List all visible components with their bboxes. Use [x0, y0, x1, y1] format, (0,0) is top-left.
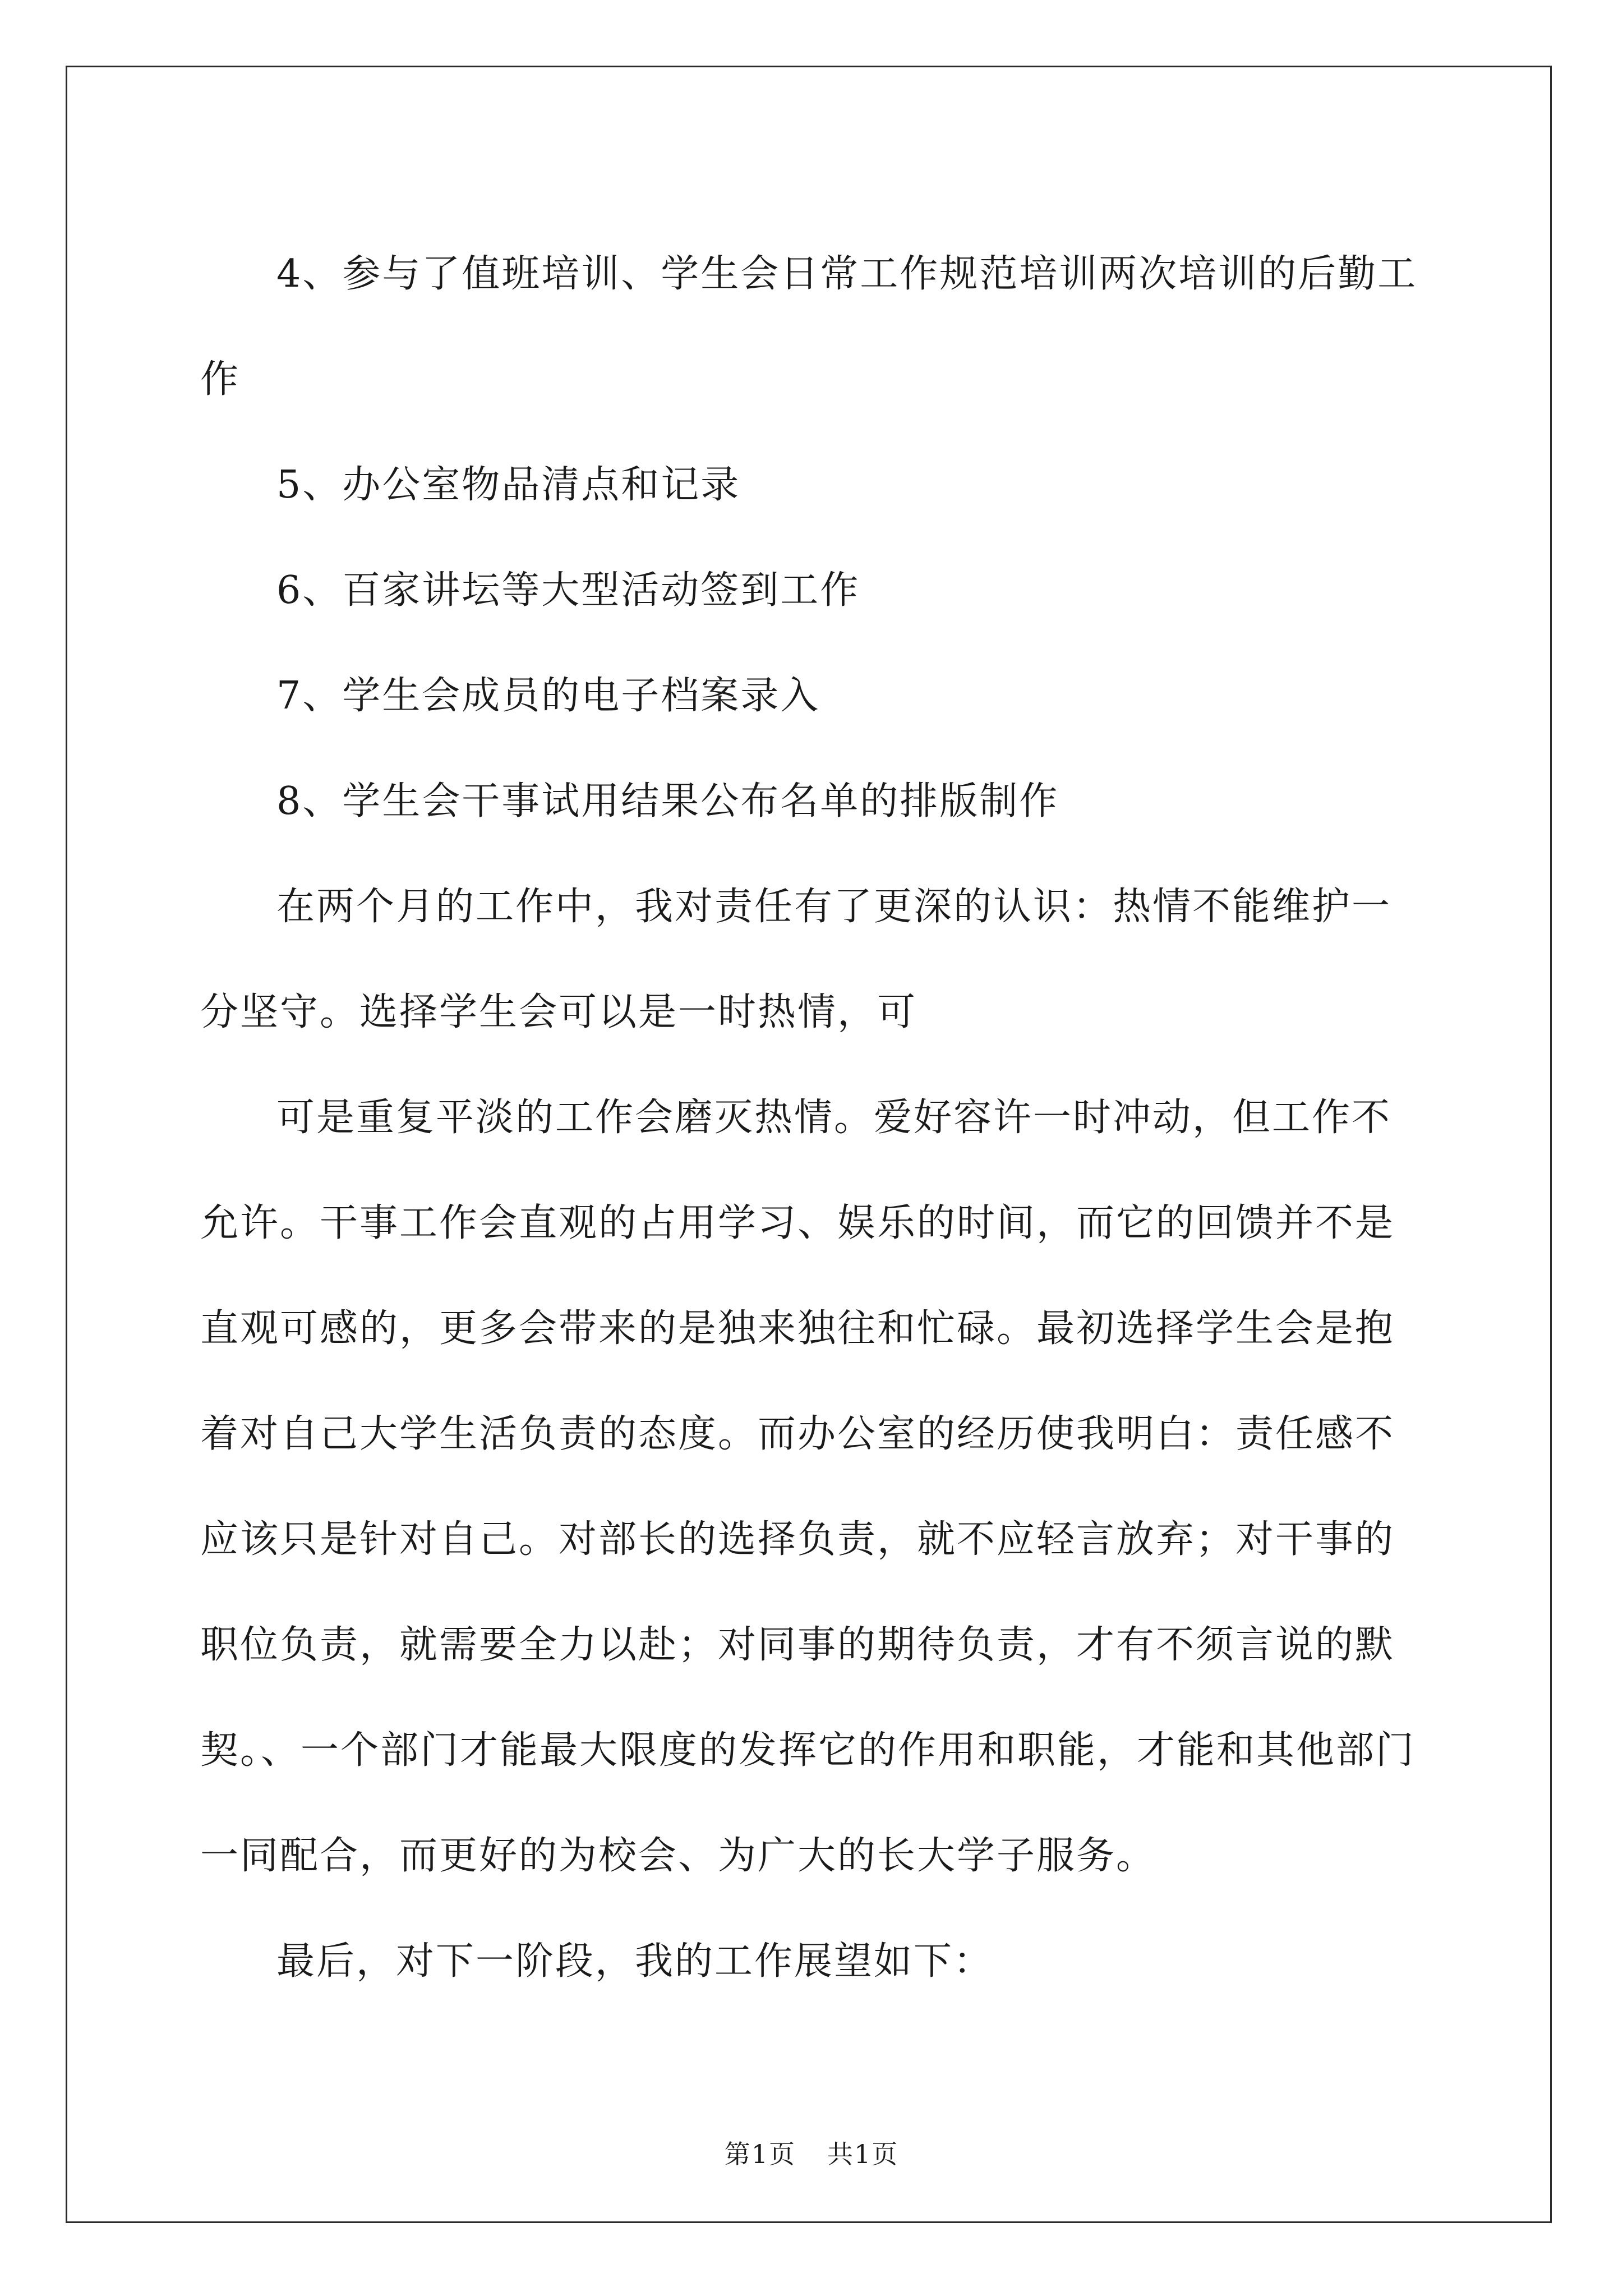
- page-footer: [0, 2137, 1623, 2171]
- paragraph-reflection: 可是重复平淡的工作会磨灭热情。爱好容许一时冲动，但工作不允许。干事工作会直观的占用学习、娱乐的时间，而它的回馈并不是直观可感的，更多会带来的是独来独往和忙碌。最初选择学生会是抱着对自己大学生活负责的态度。而办公室的经历使我明白：责任感不应该只是针对自己。对部长的选择负责，就不应轻言放弃；对干事的职位负责，就需要全力以赴；对同事的期待负责，才有不须言说的默契。、一个部门才能最大限度的发挥它的作用和职能，才能和其他部门一同配合，而更好的为校会、为广大的长大学子服务。: [200, 1096, 1416, 1878]
- paragraph-item-4: 4、参与了值班培训、学生会日常工作规范培训两次培训的后勤工作: [200, 252, 1418, 402]
- document-body: [200, 222, 1428, 2014]
- paragraph-item-5: 5、办公室物品清点和记录: [276, 463, 741, 507]
- page-number-total: 共1页: [827, 2139, 899, 2169]
- paragraph-outlook: 最后，对下一阶段，我的工作展望如下：: [276, 1939, 994, 1984]
- paragraph-responsibility: 在两个月的工作中，我对责任有了更深的认识：热情不能维护一分坚守。选择学生会可以是一时热情，可: [200, 885, 1392, 1034]
- page-number-current: 第1页: [724, 2139, 796, 2169]
- paragraph-item-6: 6、百家讲坛等大型活动签到工作: [276, 568, 860, 613]
- paragraph-item-7: 7、学生会成员的电子档案录入: [276, 674, 820, 718]
- paragraph-item-8: 8、学生会干事试用结果公布名单的排版制作: [276, 779, 1059, 823]
